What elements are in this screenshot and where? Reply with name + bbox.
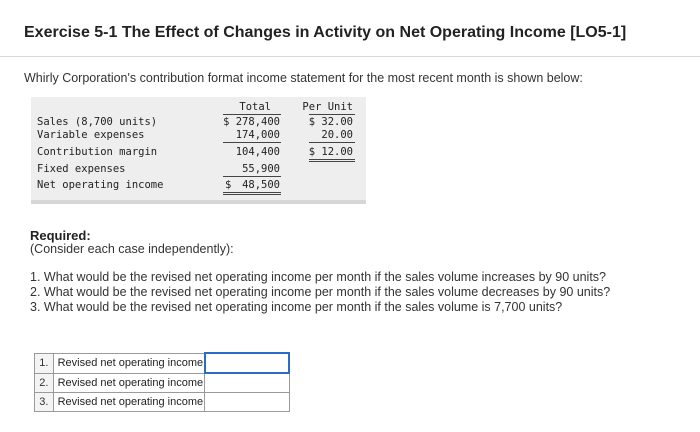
answer-row-number: 3. (35, 393, 54, 412)
row-contribution-total: 104,400 (235, 146, 280, 158)
row-fixed-label: Fixed expenses (37, 163, 126, 175)
row-net-label: Net operating income (37, 179, 164, 191)
variable-per-unit-underline (309, 142, 355, 143)
consider-note: (Consider each case independently): (30, 242, 234, 256)
answer-row-label: Revised net operating income (53, 393, 204, 412)
row-contribution-per-unit: $ 12.00 (308, 146, 353, 158)
question-list (30, 270, 610, 315)
intro-text: Whirly Corporation's contribution format income statement for the most recent month is shown below: (24, 71, 583, 85)
net-total-double-underline-2 (223, 194, 281, 195)
answer-row-number: 2. (35, 373, 54, 393)
header-total-underline (223, 114, 281, 115)
answer-row-number: 1. (35, 353, 54, 373)
row-net-dollar-sign: $ (225, 179, 232, 191)
answer-row (35, 353, 290, 373)
answer-row (35, 393, 290, 412)
net-total-double-underline-1 (223, 192, 281, 193)
row-fixed-total: 55,900 (242, 163, 280, 175)
divider (0, 56, 700, 57)
row-contribution-label: Contribution margin (37, 146, 158, 158)
income-statement (31, 97, 366, 204)
answer-row-label: Revised net operating income (53, 353, 204, 373)
required-heading: Required: (30, 228, 91, 243)
answer-row (35, 373, 290, 393)
answer-table (34, 352, 290, 412)
answer-cell (205, 393, 289, 412)
row-variable-per-unit: 20.00 (321, 129, 353, 141)
answer-input-1[interactable] (206, 355, 288, 371)
row-sales-per-unit: $ 32.00 (308, 116, 353, 128)
row-net-total: 48,500 (242, 179, 280, 191)
question-3: 3. What would be the revised net operating income per month if the sales volume is 7,700 units? (30, 300, 563, 314)
header-per-unit-underline (309, 114, 355, 115)
fixed-total-underline (223, 176, 281, 177)
answer-cell (205, 353, 289, 373)
contribution-per-unit-double-underline-1 (309, 159, 355, 160)
row-variable-total: 174,000 (235, 129, 280, 141)
answer-cell (205, 373, 289, 393)
statement-bottom-bar (31, 200, 366, 204)
question-2: 2. What would be the revised net operating income per month if the sales volume decreases by 90 units? (30, 285, 611, 299)
header-total: Total (239, 101, 271, 113)
variable-total-underline (223, 142, 281, 143)
page-title: Exercise 5-1 The Effect of Changes in Activity on Net Operating Income [LO5-1] (24, 24, 627, 41)
row-sales-label: Sales (8,700 units) (37, 116, 158, 128)
answer-row-label: Revised net operating income (53, 373, 204, 393)
contribution-per-unit-double-underline-2 (309, 161, 355, 162)
answer-input-3[interactable] (205, 394, 288, 410)
row-variable-label: Variable expenses (37, 129, 145, 141)
header-per-unit: Per Unit (302, 101, 353, 113)
question-1: 1. What would be the revised net operating income per month if the sales volume increases by 90 units? (30, 270, 607, 284)
row-sales-total: $ 278,400 (223, 116, 280, 128)
answer-input-2[interactable] (205, 375, 288, 391)
